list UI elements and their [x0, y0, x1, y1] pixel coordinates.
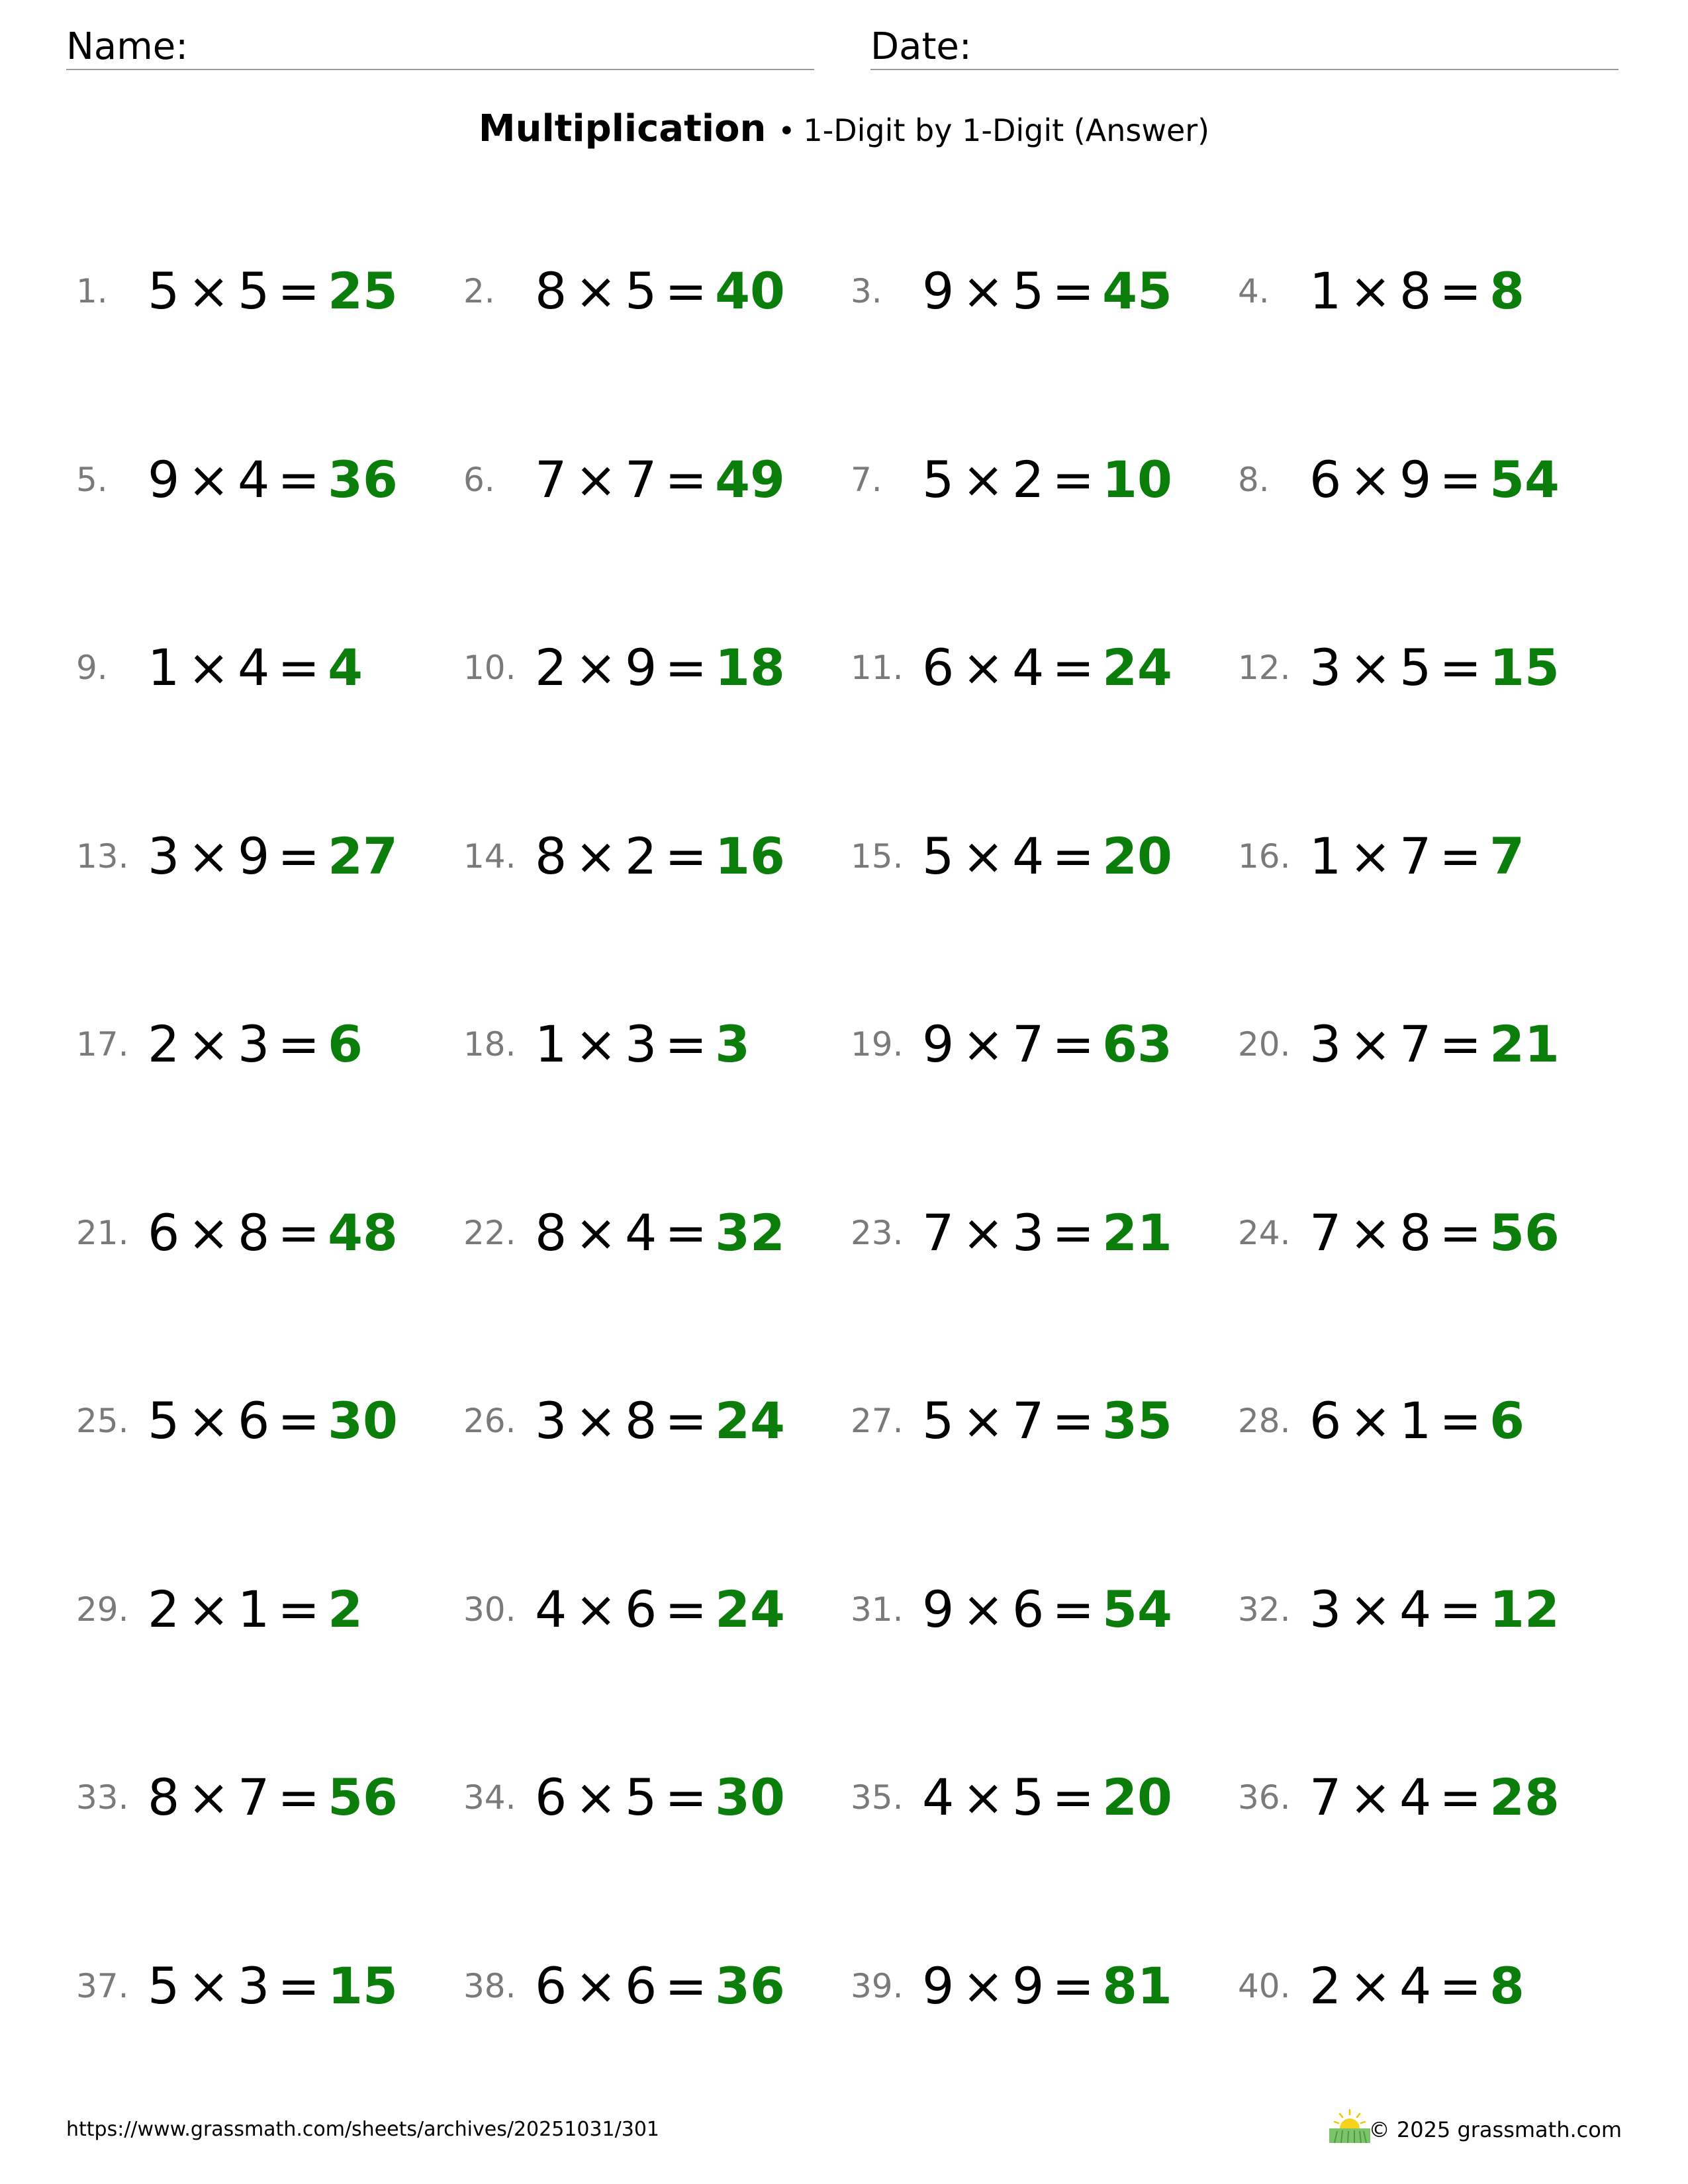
problem-number: 9.: [76, 649, 108, 687]
title-subtitle: 1-Digit by 1-Digit (Answer): [803, 113, 1210, 148]
name-label: Name:: [66, 25, 189, 68]
equals-symbol: =: [277, 1203, 320, 1262]
answer: 35: [1102, 1391, 1172, 1450]
problem-number: 15.: [851, 837, 904, 876]
problem-number: 24.: [1238, 1214, 1291, 1252]
equals-symbol: =: [665, 827, 708, 886]
problem-expression: [148, 1570, 363, 1649]
answer: 8: [1489, 261, 1524, 320]
equals-symbol: =: [665, 1203, 708, 1262]
problem-expression: [922, 1946, 1172, 2026]
problem-expression: [1309, 628, 1560, 707]
problem-expression: [922, 1570, 1172, 1649]
problem-number: 19.: [851, 1025, 904, 1064]
problem-number: 37.: [76, 1967, 129, 2005]
problem-expression: [535, 1381, 785, 1461]
problem-number: 14.: [463, 837, 516, 876]
operand-b: 6: [238, 1391, 270, 1450]
answer: 25: [328, 261, 398, 320]
operand-b: 6: [625, 1956, 657, 2015]
operand-b: 8: [238, 1203, 270, 1262]
answer: 40: [715, 261, 785, 320]
problem-expression: [148, 1946, 398, 2026]
problem-number: 12.: [1238, 649, 1291, 687]
times-symbol: ×: [962, 1203, 1005, 1262]
operand-a: 3: [1309, 1580, 1342, 1639]
times-symbol: ×: [575, 1580, 618, 1639]
date-label: Date:: [870, 25, 972, 68]
problem-number: 27.: [851, 1402, 904, 1440]
operand-a: 2: [535, 638, 567, 697]
times-symbol: ×: [187, 1203, 230, 1262]
equals-symbol: =: [665, 1391, 708, 1450]
operand-b: 5: [625, 1768, 657, 1827]
operand-a: 5: [922, 827, 955, 886]
operand-b: 5: [625, 261, 657, 320]
operand-a: 6: [535, 1768, 567, 1827]
problem-expression: [535, 628, 785, 707]
problem-expression: [535, 1946, 785, 2026]
date-field[interactable]: [870, 25, 1618, 70]
problem-number: 22.: [463, 1214, 516, 1252]
answer: 6: [1489, 1391, 1524, 1450]
equals-symbol: =: [1439, 1015, 1482, 1073]
operand-a: 5: [148, 1956, 180, 2015]
answer: 49: [715, 450, 785, 509]
answer: 3: [715, 1015, 750, 1073]
problem-expression: [148, 1005, 363, 1084]
operand-a: 7: [1309, 1768, 1342, 1827]
equals-symbol: =: [277, 1015, 320, 1073]
operand-b: 4: [1399, 1956, 1432, 2015]
problem-number: 31.: [851, 1590, 904, 1629]
problem-expression: [1309, 1758, 1560, 1837]
equals-symbol: =: [1052, 261, 1095, 320]
operand-b: 9: [238, 827, 270, 886]
operand-a: 9: [922, 1956, 955, 2015]
operand-a: 6: [535, 1956, 567, 2015]
equals-symbol: =: [665, 1580, 708, 1639]
answer: 16: [715, 827, 785, 886]
equals-symbol: =: [1439, 827, 1482, 886]
grass-sun-logo-icon: [1325, 2109, 1374, 2144]
answer: 24: [715, 1580, 785, 1639]
operand-b: 3: [625, 1015, 657, 1073]
problem-number: 11.: [851, 649, 904, 687]
times-symbol: ×: [187, 261, 230, 320]
answer: 20: [1102, 1768, 1172, 1827]
problem-number: 20.: [1238, 1025, 1291, 1064]
equals-symbol: =: [277, 1956, 320, 2015]
times-symbol: ×: [187, 450, 230, 509]
operand-b: 4: [1012, 827, 1045, 886]
times-symbol: ×: [1349, 1580, 1392, 1639]
equals-symbol: =: [665, 1015, 708, 1073]
worksheet-title: [0, 106, 1688, 161]
operand-a: 5: [148, 261, 180, 320]
operand-a: 6: [148, 1203, 180, 1262]
operand-a: 6: [922, 638, 955, 697]
times-symbol: ×: [187, 1768, 230, 1827]
answer: 15: [1489, 638, 1560, 697]
problem-expression: [1309, 1570, 1560, 1649]
equals-symbol: =: [665, 261, 708, 320]
times-symbol: ×: [1349, 261, 1392, 320]
times-symbol: ×: [962, 261, 1005, 320]
answer: 24: [715, 1391, 785, 1450]
problem-number: 40.: [1238, 1967, 1291, 2005]
equals-symbol: =: [1439, 261, 1482, 320]
answer: 32: [715, 1203, 785, 1262]
equals-symbol: =: [1439, 1391, 1482, 1450]
answer: 54: [1102, 1580, 1172, 1639]
equals-symbol: =: [1439, 638, 1482, 697]
problem-expression: [148, 1381, 398, 1461]
answer: 2: [328, 1580, 363, 1639]
times-symbol: ×: [575, 1391, 618, 1450]
equals-symbol: =: [277, 450, 320, 509]
problem-number: 28.: [1238, 1402, 1291, 1440]
operand-b: 6: [1012, 1580, 1045, 1639]
operand-b: 8: [625, 1391, 657, 1450]
equals-symbol: =: [665, 638, 708, 697]
problem-expression: [1309, 1005, 1560, 1084]
answer: 7: [1489, 827, 1524, 886]
operand-a: 3: [148, 827, 180, 886]
problem-number: 17.: [76, 1025, 129, 1064]
operand-a: 4: [535, 1580, 567, 1639]
operand-b: 4: [1399, 1768, 1432, 1827]
operand-a: 5: [922, 1391, 955, 1450]
times-symbol: ×: [962, 638, 1005, 697]
problem-number: 1.: [76, 272, 108, 310]
operand-b: 5: [1012, 261, 1045, 320]
operand-b: 1: [1399, 1391, 1432, 1450]
equals-symbol: =: [665, 1956, 708, 2015]
problem-number: 7.: [851, 461, 882, 499]
answer: 56: [1489, 1203, 1560, 1262]
times-symbol: ×: [575, 827, 618, 886]
times-symbol: ×: [575, 261, 618, 320]
times-symbol: ×: [1349, 1391, 1392, 1450]
times-symbol: ×: [962, 1768, 1005, 1827]
answer: 18: [715, 638, 785, 697]
operand-a: 9: [922, 261, 955, 320]
problem-expression: [922, 817, 1172, 896]
problem-number: 3.: [851, 272, 882, 310]
times-symbol: ×: [962, 1391, 1005, 1450]
equals-symbol: =: [1052, 638, 1095, 697]
operand-a: 6: [1309, 450, 1342, 509]
footer-copyright: © 2025 grassmath.com: [1368, 2117, 1622, 2142]
answer: 56: [328, 1768, 398, 1827]
equals-symbol: =: [277, 638, 320, 697]
operand-a: 1: [148, 638, 180, 697]
times-symbol: ×: [575, 1203, 618, 1262]
times-symbol: ×: [187, 638, 230, 697]
operand-b: 7: [1012, 1015, 1045, 1073]
problem-expression: [535, 1570, 785, 1649]
problem-number: 25.: [76, 1402, 129, 1440]
answer: 27: [328, 827, 398, 886]
times-symbol: ×: [187, 1580, 230, 1639]
problem-expression: [535, 251, 785, 331]
problem-expression: [535, 817, 785, 896]
problem-number: 10.: [463, 649, 516, 687]
answer: 15: [328, 1956, 398, 2015]
equals-symbol: =: [277, 261, 320, 320]
equals-symbol: =: [1052, 1768, 1095, 1827]
times-symbol: ×: [1349, 1956, 1392, 2015]
equals-symbol: =: [1052, 1391, 1095, 1450]
equals-symbol: =: [1439, 1580, 1482, 1639]
answer: 30: [328, 1391, 398, 1450]
times-symbol: ×: [187, 1015, 230, 1073]
times-symbol: ×: [962, 1580, 1005, 1639]
problem-number: 36.: [1238, 1778, 1291, 1817]
name-field[interactable]: [66, 25, 814, 70]
operand-a: 4: [922, 1768, 955, 1827]
problem-expression: [1309, 1193, 1560, 1273]
problem-number: 30.: [463, 1590, 516, 1629]
problem-expression: [922, 1758, 1172, 1837]
problem-number: 18.: [463, 1025, 516, 1064]
problem-expression: [535, 1758, 785, 1837]
answer: 21: [1102, 1203, 1172, 1262]
operand-b: 5: [1012, 1768, 1045, 1827]
operand-b: 5: [1399, 638, 1432, 697]
operand-b: 7: [1012, 1391, 1045, 1450]
problem-number: 2.: [463, 272, 495, 310]
equals-symbol: =: [1439, 1768, 1482, 1827]
operand-a: 9: [922, 1015, 955, 1073]
answer: 28: [1489, 1768, 1560, 1827]
operand-a: 1: [1309, 827, 1342, 886]
operand-a: 3: [1309, 1015, 1342, 1073]
equals-symbol: =: [1052, 1580, 1095, 1639]
answer: 36: [328, 450, 398, 509]
problem-expression: [922, 1005, 1172, 1084]
operand-a: 3: [1309, 638, 1342, 697]
times-symbol: ×: [962, 450, 1005, 509]
problem-expression: [148, 251, 398, 331]
operand-b: 4: [625, 1203, 657, 1262]
times-symbol: ×: [575, 1768, 618, 1827]
operand-a: 9: [148, 450, 180, 509]
problem-number: 34.: [463, 1778, 516, 1817]
operand-b: 5: [238, 261, 270, 320]
operand-b: 6: [625, 1580, 657, 1639]
problem-expression: [1309, 1946, 1524, 2026]
problem-number: 13.: [76, 837, 129, 876]
problem-expression: [922, 628, 1172, 707]
operand-b: 7: [625, 450, 657, 509]
problem-number: 5.: [76, 461, 108, 499]
operand-b: 4: [1399, 1580, 1432, 1639]
operand-b: 9: [1012, 1956, 1045, 2015]
answer: 63: [1102, 1015, 1172, 1073]
operand-a: 8: [535, 261, 567, 320]
operand-a: 7: [922, 1203, 955, 1262]
times-symbol: ×: [187, 1956, 230, 2015]
answer: 30: [715, 1768, 785, 1827]
problem-number: 38.: [463, 1967, 516, 2005]
equals-symbol: =: [1439, 1956, 1482, 2015]
problem-number: 39.: [851, 1967, 904, 2005]
problem-number: 16.: [1238, 837, 1291, 876]
operand-a: 3: [535, 1391, 567, 1450]
equals-symbol: =: [277, 1580, 320, 1639]
operand-b: 4: [238, 638, 270, 697]
times-symbol: ×: [1349, 827, 1392, 886]
times-symbol: ×: [575, 1956, 618, 2015]
operand-b: 7: [238, 1768, 270, 1827]
answer: 12: [1489, 1580, 1560, 1639]
operand-b: 7: [1399, 827, 1432, 886]
equals-symbol: =: [1052, 827, 1095, 886]
equals-symbol: =: [665, 1768, 708, 1827]
operand-b: 9: [1399, 450, 1432, 509]
times-symbol: ×: [575, 450, 618, 509]
times-symbol: ×: [962, 827, 1005, 886]
equals-symbol: =: [665, 450, 708, 509]
answer: 20: [1102, 827, 1172, 886]
times-symbol: ×: [1349, 1768, 1392, 1827]
equals-symbol: =: [1052, 450, 1095, 509]
times-symbol: ×: [187, 1391, 230, 1450]
equals-symbol: =: [1439, 1203, 1482, 1262]
operand-b: 1: [238, 1580, 270, 1639]
equals-symbol: =: [1052, 1015, 1095, 1073]
operand-b: 3: [1012, 1203, 1045, 1262]
answer: 45: [1102, 261, 1172, 320]
equals-symbol: =: [277, 1391, 320, 1450]
problem-expression: [148, 628, 363, 707]
equals-symbol: =: [1439, 450, 1482, 509]
answer: 24: [1102, 638, 1172, 697]
times-symbol: ×: [1349, 638, 1392, 697]
operand-b: 3: [238, 1956, 270, 2015]
problem-expression: [1309, 1381, 1524, 1461]
problem-expression: [922, 251, 1172, 331]
problem-expression: [535, 440, 785, 520]
equals-symbol: =: [277, 827, 320, 886]
answer: 21: [1489, 1015, 1560, 1073]
problem-expression: [922, 1381, 1172, 1461]
problem-expression: [922, 1193, 1172, 1273]
answer: 48: [328, 1203, 398, 1262]
answer: 54: [1489, 450, 1560, 509]
operand-b: 2: [625, 827, 657, 886]
operand-a: 1: [535, 1015, 567, 1073]
operand-a: 1: [1309, 261, 1342, 320]
title-separator: •: [778, 114, 796, 148]
problem-expression: [922, 440, 1172, 520]
times-symbol: ×: [1349, 450, 1392, 509]
operand-a: 6: [1309, 1391, 1342, 1450]
problem-number: 23.: [851, 1214, 904, 1252]
equals-symbol: =: [1052, 1956, 1095, 2015]
problem-expression: [148, 817, 398, 896]
footer-url[interactable]: https://www.grassmath.com/sheets/archives/20251031/301: [66, 2118, 660, 2141]
operand-b: 3: [238, 1015, 270, 1073]
problem-expression: [1309, 440, 1560, 520]
answer: 81: [1102, 1956, 1172, 2015]
problem-expression: [535, 1005, 750, 1084]
operand-a: 8: [535, 1203, 567, 1262]
problem-number: 6.: [463, 461, 495, 499]
problem-expression: [1309, 817, 1524, 896]
operand-a: 2: [1309, 1956, 1342, 2015]
times-symbol: ×: [962, 1015, 1005, 1073]
times-symbol: ×: [575, 638, 618, 697]
operand-a: 2: [148, 1015, 180, 1073]
problem-number: 4.: [1238, 272, 1270, 310]
operand-b: 4: [238, 450, 270, 509]
answer: 36: [715, 1956, 785, 2015]
operand-b: 8: [1399, 1203, 1432, 1262]
operand-b: 4: [1012, 638, 1045, 697]
operand-a: 5: [922, 450, 955, 509]
answer: 4: [328, 638, 363, 697]
operand-a: 8: [535, 827, 567, 886]
problem-expression: [148, 1193, 398, 1273]
problem-expression: [148, 1758, 398, 1837]
times-symbol: ×: [187, 827, 230, 886]
operand-b: 7: [1399, 1015, 1432, 1073]
operand-a: 7: [1309, 1203, 1342, 1262]
problem-number: 21.: [76, 1214, 129, 1252]
answer: 8: [1489, 1956, 1524, 2015]
problem-expression: [148, 440, 398, 520]
times-symbol: ×: [1349, 1015, 1392, 1073]
problem-number: 29.: [76, 1590, 129, 1629]
operand-b: 8: [1399, 261, 1432, 320]
problem-number: 32.: [1238, 1590, 1291, 1629]
answer: 6: [328, 1015, 363, 1073]
problem-number: 26.: [463, 1402, 516, 1440]
operand-b: 9: [625, 638, 657, 697]
operand-a: 9: [922, 1580, 955, 1639]
operand-a: 8: [148, 1768, 180, 1827]
equals-symbol: =: [277, 1768, 320, 1827]
answer: 10: [1102, 450, 1172, 509]
title-main: Multiplication: [478, 107, 767, 150]
operand-a: 2: [148, 1580, 180, 1639]
problem-number: 35.: [851, 1778, 904, 1817]
times-symbol: ×: [575, 1015, 618, 1073]
problem-number: 8.: [1238, 461, 1270, 499]
problem-expression: [1309, 251, 1524, 331]
times-symbol: ×: [962, 1956, 1005, 2015]
problem-expression: [535, 1193, 785, 1273]
equals-symbol: =: [1052, 1203, 1095, 1262]
operand-b: 2: [1012, 450, 1045, 509]
times-symbol: ×: [1349, 1203, 1392, 1262]
operand-a: 5: [148, 1391, 180, 1450]
problem-number: 33.: [76, 1778, 129, 1817]
operand-a: 7: [535, 450, 567, 509]
